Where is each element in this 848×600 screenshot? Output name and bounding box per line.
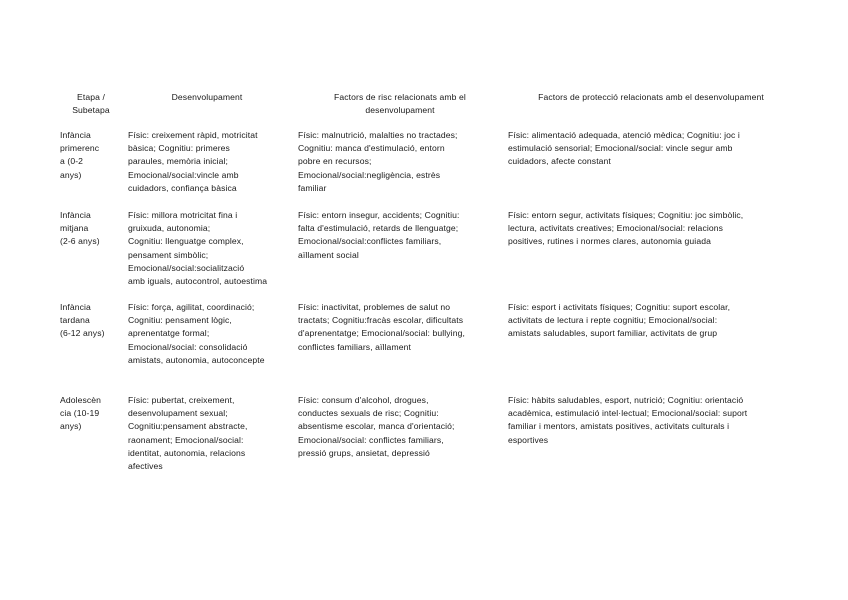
row-risk-cell: Físic: entorn insegur, accidents; Cognitiu: falta d'estimulació, retards de llenguatge; Emocional/social:conflictes familiars, aïllament social bbox=[298, 210, 460, 260]
row-protection-cell: Físic: hàbits saludables, esport, nutrició; Cognitiu: orientació acadèmica, estimulació intel·lectual; Emocional/social: suport familiar i mentors, amistats positives, activitats culturals i esportives bbox=[508, 395, 748, 445]
row-stage-cell: Adolescèn cia (10-19 anys) bbox=[60, 395, 102, 432]
row-risk-cell: Físic: inactivitat, problemes de salut no tractats; Cognitiu:fracàs escolar, dificultats d'aprenentatge; Emocional/social: bullying, conflictes familiars, aïllament bbox=[298, 302, 465, 352]
row-stage-cell: Infància tardana (6-12 anys) bbox=[60, 302, 105, 339]
row-stage-cell: Infància primerenc a (0-2 anys) bbox=[60, 130, 100, 180]
row-development-cell: Físic: creixement ràpid, motricitat bàsica; Cognitiu: primeres paraules, memòria inicial; Emocional/social:vincle amb cuidadors, confiança bàsica bbox=[128, 130, 258, 193]
row-protection-cell: Físic: entorn segur, activitats físiques; Cognitiu: joc simbòlic, lectura, activitats creatives; Emocional/social: relacions positives, rutines i normes clares, autonomia guiada bbox=[508, 210, 744, 247]
row-stage-cell: Infància mitjana (2-6 anys) bbox=[60, 210, 100, 247]
row-protection-cell: Físic: alimentació adequada, atenció mèdica; Cognitiu: joc i estimulació sensorial; Emocional/social: vincle segur amb cuidadors, afecte constant bbox=[508, 130, 740, 167]
header-protection-factors: Factors de protecció relacionats amb el desenvolupament bbox=[538, 92, 764, 102]
header-risk-factors: Factors de risc relacionats amb el desenvolupament bbox=[334, 92, 466, 116]
row-development-cell: Físic: millora motricitat fina i gruixuda, autonomia; Cognitiu: llenguatge complex, pensament simbòlic; Emocional/social:socialització amb iguals, autocontrol, autoestima bbox=[128, 210, 268, 287]
row-risk-cell: Físic: consum d'alcohol, drogues, conductes sexuals de risc; Cognitiu: absentisme escolar, manca d'orientació; Emocional/social: conflictes familiars, pressió grups, ansietat, depressió bbox=[298, 395, 455, 458]
row-development-cell: Físic: pubertat, creixement, desenvolupament sexual; Cognitiu:pensament abstracte, raonament; Emocional/social: identitat, autonomia, relacions afectives bbox=[128, 395, 248, 472]
header-stage: Etapa / Subetapa bbox=[72, 92, 110, 116]
row-development-cell: Físic: força, agilitat, coordinació; Cognitiu: pensament lògic, aprenentatge formal; Emocional/social: consolidació amistats, autonomia, autoconcepte bbox=[128, 302, 265, 365]
row-protection-cell: Físic: esport i activitats físiques; Cognitiu: suport escolar, activitats de lectura i repte cognitiu; Emocional/social: amistats saludables, suport familiar, activitats de grup bbox=[508, 302, 731, 339]
header-development: Desenvolupament bbox=[171, 92, 243, 102]
row-risk-cell: Físic: malnutrició, malalties no tractades; Cognitiu: manca d'estimulació, entorn pobre en recursos; Emocional/social:negligència, estrès familiar bbox=[298, 130, 458, 193]
